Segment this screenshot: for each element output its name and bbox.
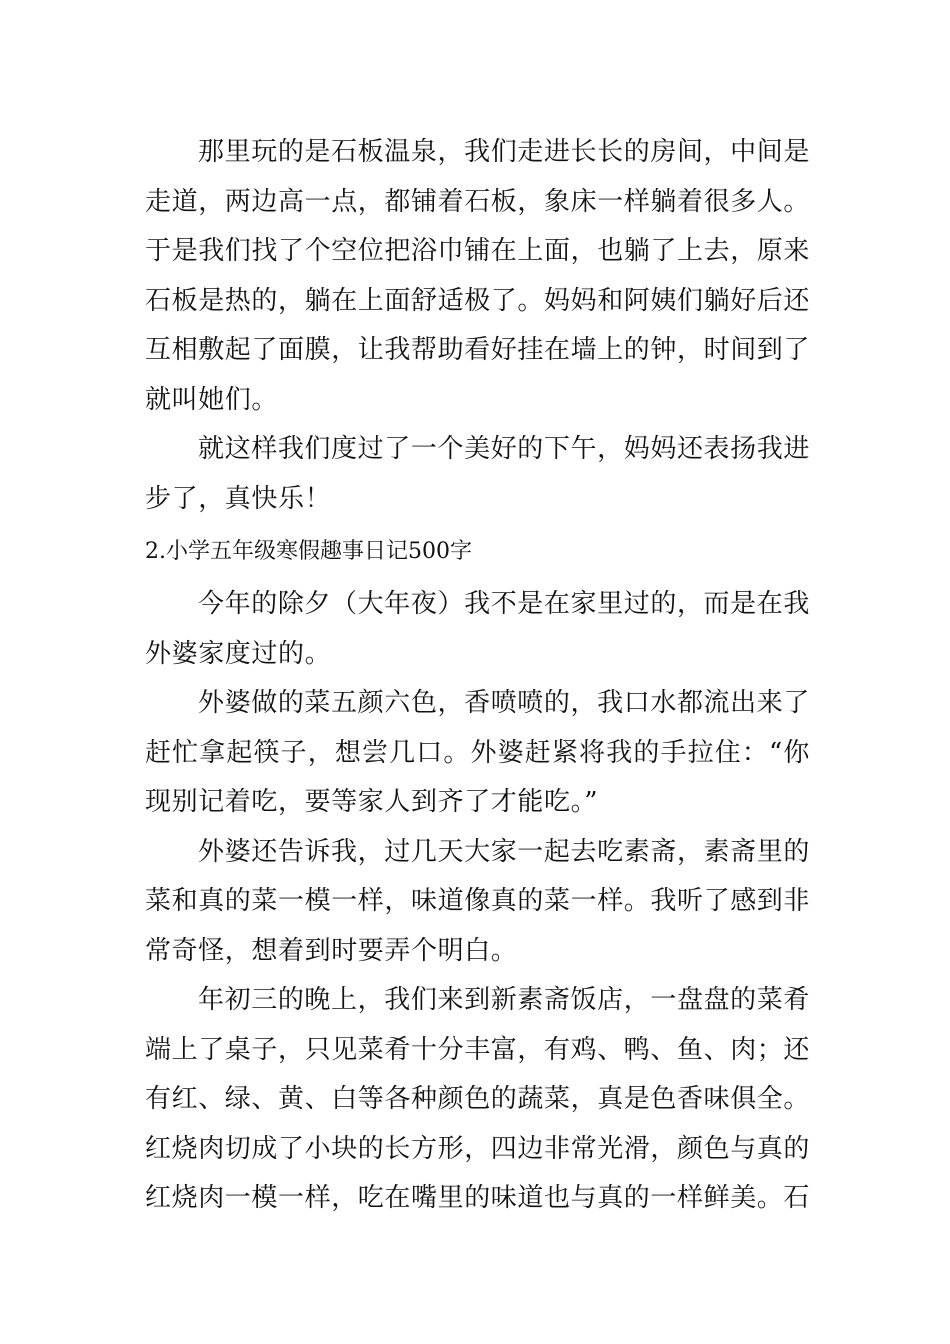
- paragraph: 外婆做的菜五颜六色，香喷喷的，我口水都流出来了赶忙拿起筷子，想尝几口。外婆赶紧将我的手拉住：“你现别记着吃，要等家人到齐了才能吃。”: [145, 688, 810, 817]
- paragraph: 今年的除夕（大年夜）我不是在家里过的，而是在我外婆家度过的。: [145, 589, 810, 669]
- paragraph: 那里玩的是石板温泉，我们走进长长的房间，中间是走道，两边高一点，都铺着石板，象床一样躺着很多人。于是我们找了个空位把浴巾铺在上面，也躺了上去，原来石板是热的，躺在上面舒适极了。妈妈和阿姨们躺好后还互相敷起了面膜，让我帮助看好挂在墙上的钟，时间到了就叫她们。: [145, 137, 811, 415]
- paragraph: 年初三的晚上，我们来到新素斋饭店，一盘盘的菜肴端上了桌子，只见菜肴十分丰富，有鸡、鸭、鱼、肉；还有红、绿、黄、白等各种颜色的蔬菜，真是色香味俱全。红烧肉切成了小块的长方形，四边非常光滑，颜色与真的红烧肉一模一样，吃在嘴里的味道也与真的一样鲜美。石: [145, 985, 811, 1213]
- document-body: [145, 128, 810, 1224]
- section-heading: 2.小学五年级寒假趣事日记500字: [145, 539, 472, 564]
- paragraph: 外婆还告诉我，过几天大家一起去吃素斋，素斋里的菜和真的菜一模一样，味道像真的菜一样。我听了感到非常奇怪，想着到时要弄个明白。: [145, 836, 811, 966]
- paragraph: 就这样我们度过了一个美好的下午，妈妈还表扬我进步了，真快乐！: [145, 434, 810, 514]
